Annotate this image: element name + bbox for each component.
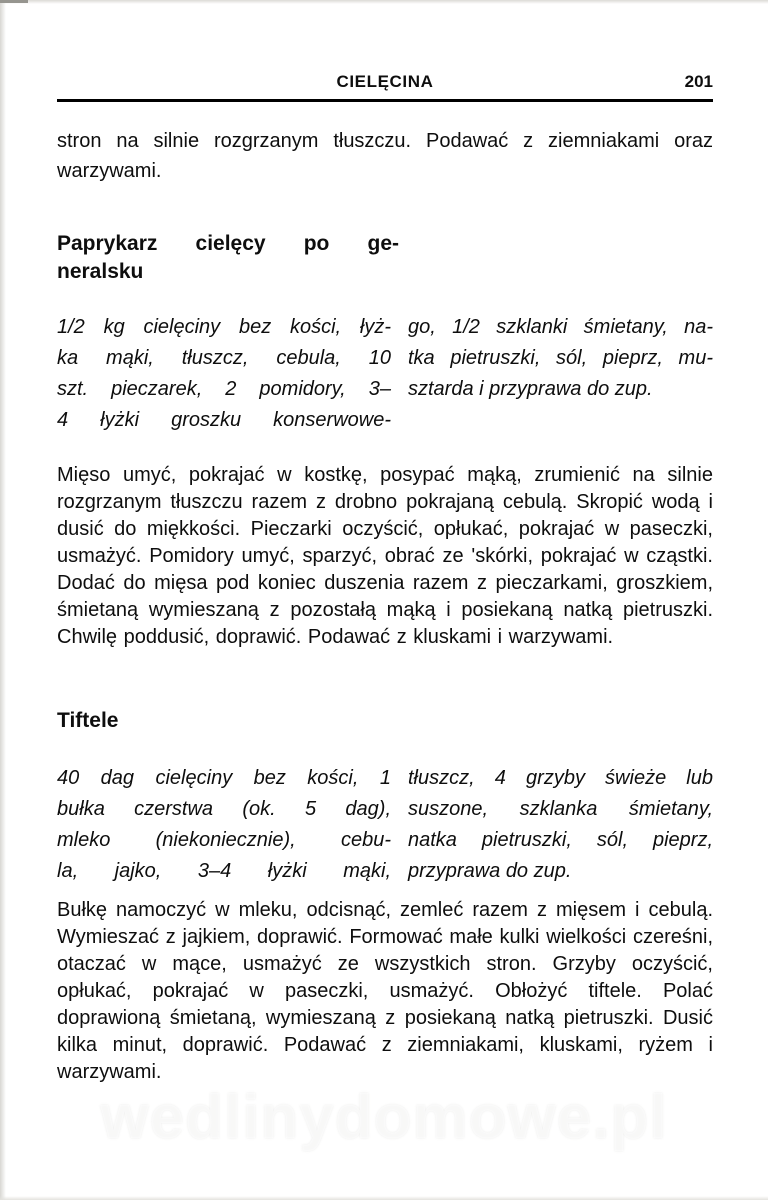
page-content xyxy=(57,0,713,1086)
chapter-title: CIELĘCINA xyxy=(336,72,434,91)
ingredient-line: la, jajko, 3–4 łyżki mąki, xyxy=(57,860,391,882)
ingredient-line: mleko (niekoniecznie), cebu- xyxy=(57,829,391,851)
scan-edge-top xyxy=(0,0,768,4)
recipe-title: Tiftele xyxy=(57,709,119,732)
ingredients-column-left xyxy=(57,312,391,436)
recipe-tiftele xyxy=(57,707,713,1086)
ingredient-line: przyprawa do zup. xyxy=(408,860,572,882)
recipe-title-line: Paprykarz cielęcy po ge- xyxy=(57,232,399,255)
ingredient-line: szt. pieczarek, 2 pomidory, 3– xyxy=(57,378,391,400)
ingredient-line: tka pietruszki, sól, pieprz, mu- xyxy=(408,347,713,369)
ingredients-column-right xyxy=(408,763,713,887)
method-paragraph: Bułkę namoczyć w mleku, odcisnąć, zemleć razem z mięsem i cebulą. Wymieszać z jajkiem, doprawić. Formować małe kulki wielkości czereśni, otaczać w mące, usmażyć ze wszystkich stron. Grzyby oczyścić, opłukać, pokrajać w paseczki, usmażyć. Obłożyć tiftele. Polać doprawioną śmietaną, wymieszaną z posiekaną natką pietruszki. Dusić kilka minut, doprawić. Podawać z ziemniakami, kluskami, ryżem i warzywami. xyxy=(57,899,713,1083)
recipe-title xyxy=(57,230,399,286)
method-paragraph: Mięso umyć, pokrajać w kostkę, posypać mąką, zrumienić na silnie rozgrzanym tłuszczu razem z drobno pokrajaną cebulą. Skropić wodą i dusić do miękkości. Pieczarki oczyścić, opłukać, pokrajać w paseczki, usmażyć. Pomidory umyć, sparzyć, obrać ze 'skórki, pokrajać w cząstki. Dodać do mięsa pod koniec duszenia razem z pieczarkami, groszkiem, śmietaną wymieszaną z pozostałą mąką i posiekaną natką pietruszki. Chwilę poddusić, doprawić. Podawać z kluskami i warzywami. xyxy=(57,464,713,648)
page-header xyxy=(57,0,713,102)
recipe-title-line: neralsku xyxy=(57,260,144,283)
intro-paragraph: stron na silnie rozgrzanym tłuszczu. Podawać z ziemniakami oraz warzywami. xyxy=(57,130,713,182)
recipe-paprykarz xyxy=(57,230,713,651)
ingredients-column-left xyxy=(57,763,391,887)
ingredient-line: bułka czerstwa (ok. 5 dag), xyxy=(57,798,391,820)
ingredient-line: ka mąki, tłuszcz, cebula, 10 xyxy=(57,347,391,369)
ingredients-section xyxy=(57,312,713,436)
ingredient-line: 1/2 kg cielęciny bez kości, łyż- xyxy=(57,316,391,338)
ingredient-line: sztarda i przyprawa do zup. xyxy=(408,378,653,400)
ingredient-line: tłuszcz, 4 grzyby świeże lub xyxy=(408,767,713,789)
ingredient-line: 40 dag cielęciny bez kości, 1 xyxy=(57,767,391,789)
ingredients-section xyxy=(57,763,713,887)
ingredient-line: suszone, szklanka śmietany, xyxy=(408,798,713,820)
ingredient-line: natka pietruszki, sól, pieprz, xyxy=(408,829,713,851)
ingredient-line: go, 1/2 szklanki śmietany, na- xyxy=(408,316,713,338)
page-number: 201 xyxy=(684,72,713,91)
site-watermark: wedlinydomowe.pl xyxy=(100,1083,668,1152)
ingredient-line: 4 łyżki groszku konserwowe- xyxy=(57,409,391,431)
scan-corner-mark xyxy=(0,0,28,3)
scan-edge-bottom xyxy=(0,1196,768,1200)
ingredients-column-right xyxy=(408,312,713,436)
scan-edge-left xyxy=(0,0,6,1200)
